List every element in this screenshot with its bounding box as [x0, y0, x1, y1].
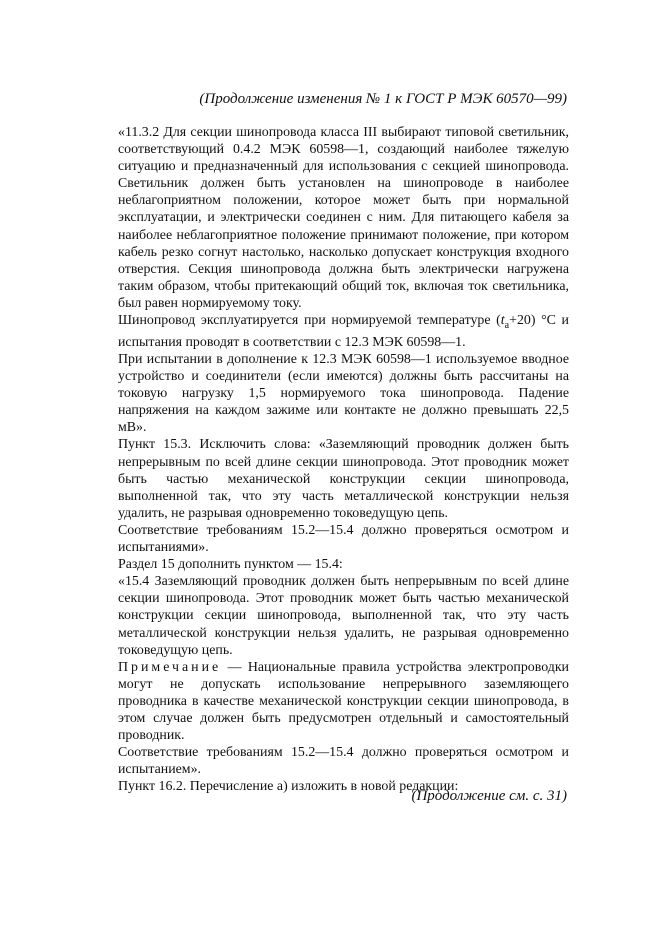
note-label: Примечание	[118, 659, 222, 675]
paragraph-compliance-2: Соответствие требованиям 15.2—15.4 должно проверяться осмотром и испытанием».	[118, 745, 569, 778]
continuation-footer: (Продолжение см. с. 31)	[411, 788, 567, 804]
paragraph-temperature-end: +20) °С и испытания проводят в соответствии с 12.3 МЭК 60598—1.	[118, 313, 569, 350]
paragraph-15-3: Пункт 15.3. Исключить слова: «Заземляющий проводник должен быть непрерывным по всей длине секции шинопровода. Этот проводник может быть частью механической конструкции секции шинопровода, выполненной так, что эту часть металлической конструкции нельзя удалить, не разрывая одновременно токоведущую цепь.	[118, 437, 569, 521]
paragraph-16-2: Пункт 16.2. Перечисление а) изложить в новой редакции:	[118, 779, 459, 795]
paragraph-compliance-1: Соответствие требованиям 15.2—15.4 должно проверяться осмотром и испытаниями».	[118, 522, 569, 556]
paragraph-section-15: Раздел 15 дополнить пунктом — 15.4:	[118, 557, 343, 573]
temperature-subscript: a	[504, 319, 510, 331]
paragraph-15-4: «15.4 Заземляющий проводник должен быть непрерывным по всей длине секции шинопровода. Этот проводник может быть частью механической конструкции секции шинопровода, выполненной так, что эту часть металлической конструкции нельзя удалить, не разрывая одновременно токоведущую цепь.	[118, 574, 569, 658]
document-body	[118, 124, 569, 795]
note-text: — Национальные правила устройства электропроводки могут не допускать использование непрерывного заземляющего проводника в качестве механической конструкции секции шинопровода, в этом случае должен быть предусмотрен отдельный и самостоятельный проводник.	[118, 659, 569, 744]
paragraph-test-addition: При испытании в дополнение к 12.3 МЭК 60598—1 используемое вводное устройство и соединители (если имеются) должны быть рассчитаны на токовую нагрузку 1,5 нормируемого тока шинопровода. Падение напряжения на каждом зажиме или контакте не должно превышать 22,5 мВ».	[118, 352, 569, 436]
paragraph-11-3-2: «11.3.2 Для секции шинопровода класса III выбирают типовой светильник, соответствующий 0.4.2 МЭК 60598—1, создающий наиболее тяжелую ситуацию и предназначенный для использования с секцией шинопровода. Светильник должен быть установлен на шинопроводе в наиболее неблагоприятном положении, которое может быть при нормальной эксплуатации, и электрически соединен с ним. Для питающего кабеля за наиболее неблагоприятное положение принимают положение, при котором кабель резко согнут настолько, насколько допускает конструкция входного отверстия. Секция шинопровода должна быть электрически нагружена таким образом, чтобы притекающий общий ток, включая ток светильника, был равен нормируемому току.	[118, 125, 569, 311]
temperature-variable: t	[500, 313, 505, 329]
paragraph-temperature-start: Шинопровод эксплуатируется при нормируемой температуре (	[118, 313, 501, 329]
paragraph-note	[118, 659, 569, 744]
continuation-header: (Продолжение изменения № 1 к ГОСТ Р МЭК 60570—99)	[199, 91, 567, 107]
paragraph-temperature	[118, 312, 569, 351]
